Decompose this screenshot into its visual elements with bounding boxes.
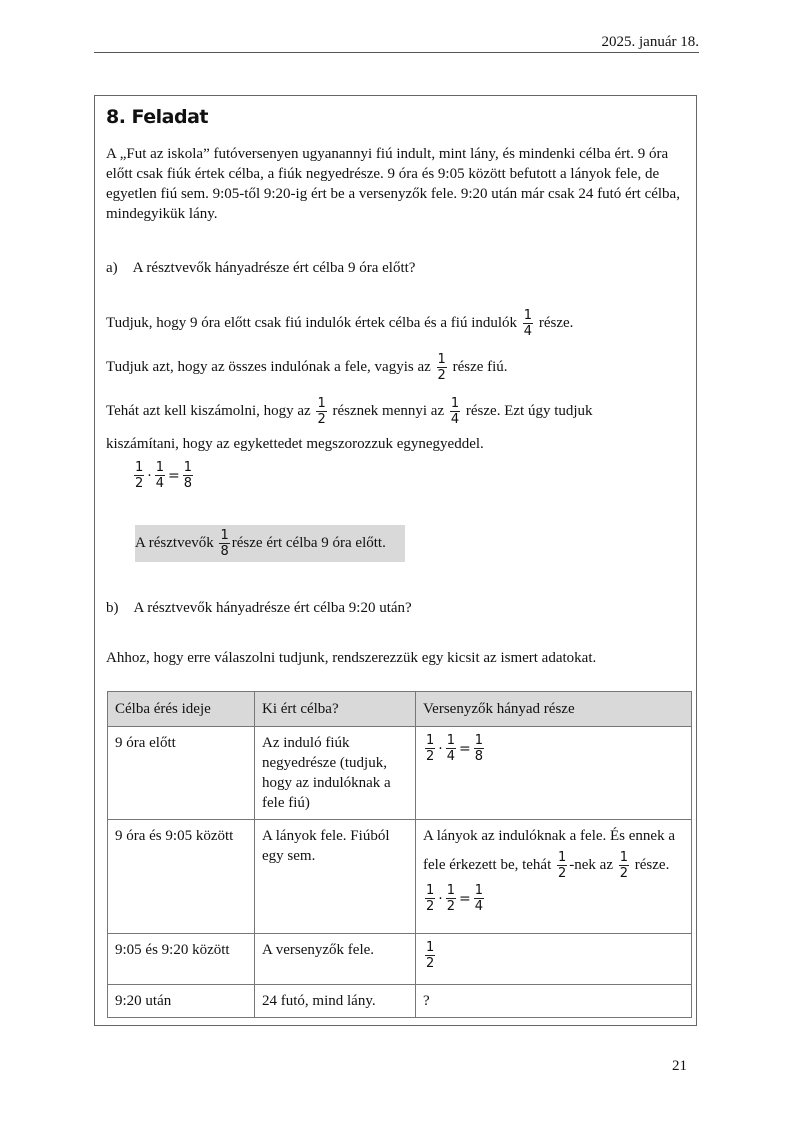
- part-a-line2: Tudjuk azt, hogy az összes indulónak a fele, vagyis az $\frac{1}{2}$ része fiú.: [106, 352, 508, 383]
- part-a-line3: Tehát azt kell kiszámolni, hogy az $\frac{1}{2}$ résznek mennyi az $\frac{1}{4}$ része. Ezt úgy tudjuk: [106, 396, 593, 427]
- fraction-1-2: $\frac{1}{2}$: [317, 396, 326, 427]
- part-b-intro: Ahhoz, hogy erre válaszolni tudjunk, rendszerezzük egy kicsit az ismert adatokat.: [106, 650, 597, 666]
- fraction-1-8: $\frac{1}{8}$: [220, 528, 229, 559]
- answer-a-highlight: A résztvevők $\frac{1}{8}$ része ért célba 9 óra előtt.: [135, 525, 405, 562]
- task-intro: A „Fut az iskola” futóversenyen ugyanannyi fiú indult, mint lány, és mindenki célba ért. 9 óra előtt csak fiúk értek célba, a fiúk negyedrésze. 9 óra és 9:05 között befutott a lányok fele, de egyetlen fiú sem. 9:05-től 9:20-ig ért be a versenyzők fele. 9:20 után már csak 24 futó ért célba, mindegyikük lány.: [106, 146, 680, 222]
- part-a-line1: Tudjuk, hogy 9 óra előtt csak fiú indulók értek célba és a fiú indulók $\frac{1}{4}$ része.: [106, 308, 574, 339]
- table-header-row: Célba érés ideje Ki ért célba? Versenyzők hányad része: [108, 692, 692, 727]
- fraction-1-2: $\frac{1}{2}$: [437, 352, 446, 383]
- part-b-label: b): [106, 600, 119, 616]
- fraction-1-4: $\frac{1}{4}$: [523, 308, 533, 339]
- part-b-question: b) A résztvevők hányadrésze ért célba 9:20 után?: [106, 600, 412, 616]
- fraction-1-4: $\frac{1}{4}$: [450, 396, 460, 427]
- page-number: 21: [672, 1058, 687, 1074]
- equation-a: $\frac{1}{2}$ · $\frac{1}{4}$ = $\frac{1}{8}$: [135, 460, 193, 491]
- table-row: 9 óra előtt Az induló fiúk negyedrésze (tudjuk, hogy az indulóknak a fele fiú) $\frac{1}{2}$ · $\frac{1}{4}$ = $\frac{1}{8}$: [108, 727, 692, 820]
- task-title: 8. Feladat: [106, 106, 208, 128]
- header-rule: [94, 52, 699, 53]
- table-row: 9:20 után 24 futó, mind lány. ?: [108, 985, 692, 1018]
- part-a-question: [106, 258, 415, 278]
- header-date: 2025. január 18.: [601, 34, 699, 50]
- data-table: [107, 691, 692, 1018]
- part-a-question-text: A résztvevők hányadrésze ért célba 9 óra előtt?: [132, 260, 416, 276]
- table-row: 9 óra és 9:05 között A lányok fele. Fiúból egy sem. A lányok az indulóknak a fele. És ennek a fele érkezett be, tehát $\frac{1}{2}$ -nek az $\frac{1}{2}$ része. $\frac{1}{2}$ · $\frac{1}{2}$ = $\frac{1}{4}$: [108, 820, 692, 934]
- table-row: 9:05 és 9:20 között A versenyzők fele. $\frac{1}{2}$: [108, 934, 692, 985]
- part-a-line4: kiszámítani, hogy az egykettedet megszorozzuk egynegyeddel.: [106, 436, 484, 452]
- part-a-label: a): [106, 260, 118, 276]
